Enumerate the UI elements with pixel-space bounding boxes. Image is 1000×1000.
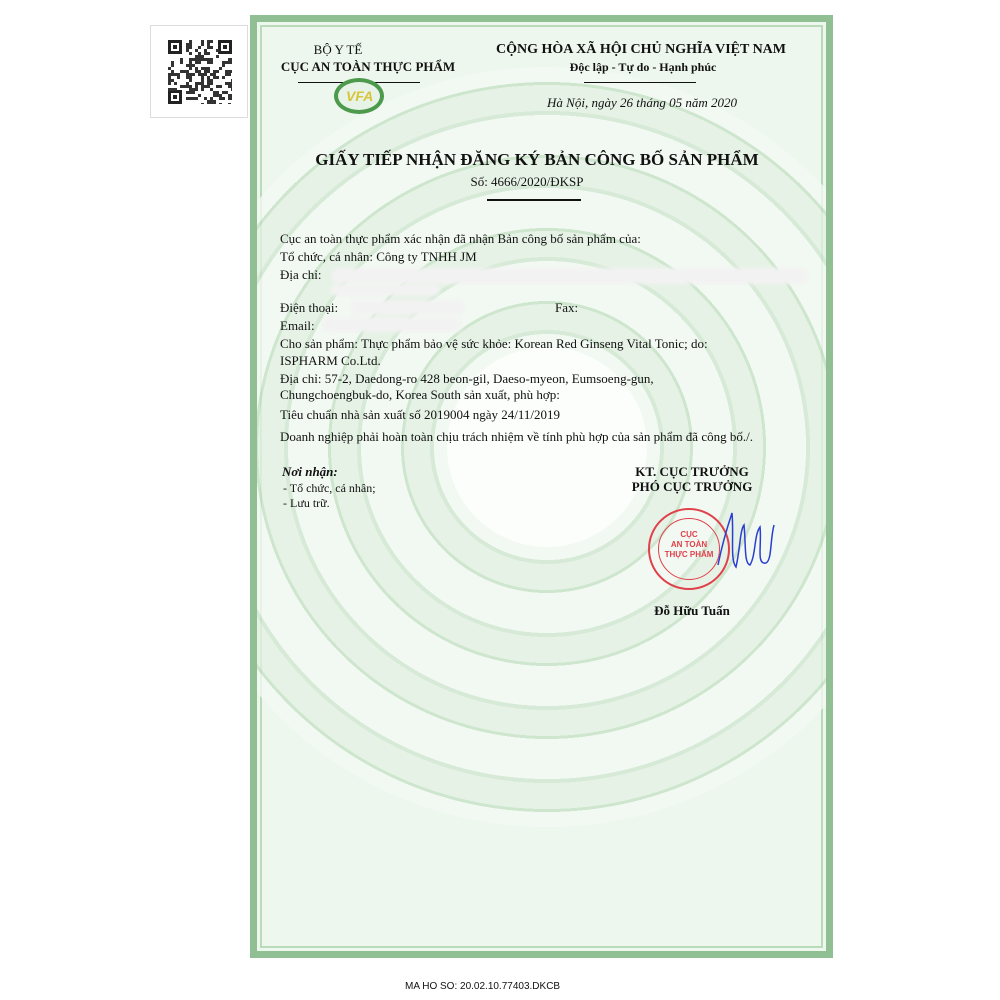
manufacturer-address: Địa chỉ: 57-2, Daedong-ro 428 beon-gil, Daeso-myeon, Eumsoeng-gun, bbox=[280, 371, 654, 386]
manufacturer-address: Chungchoengbuk-do, Korea South sản xuất, phù hợp: bbox=[280, 387, 560, 402]
responsibility: Doanh nghiệp phải hoàn toàn chịu trách nhiệm về tính phù hợp của sản phẩm đã công bố./. bbox=[280, 429, 753, 444]
issue-date: Hà Nội, ngày 26 tháng 05 năm 2020 bbox=[547, 95, 737, 110]
stamp-text: CỤC bbox=[680, 530, 698, 539]
motto: Độc lập - Tự do - Hạnh phúc bbox=[569, 60, 717, 74]
document-number: Số: 4666/2020/ĐKSP bbox=[470, 174, 584, 189]
signer-name: Đỗ Hữu Tuấn bbox=[654, 603, 730, 618]
recipients-label: Nơi nhận: bbox=[282, 464, 338, 479]
qr-code-image bbox=[168, 40, 232, 104]
handwritten-signature bbox=[710, 505, 780, 585]
product: Cho sản phẩm: Thực phẩm bảo vệ sức khỏe: Korean Red Ginseng Vital Tonic; do: bbox=[280, 336, 708, 351]
divider bbox=[487, 199, 581, 201]
redacted-address bbox=[332, 268, 808, 284]
email-label: Email: bbox=[280, 318, 315, 333]
organization: Tổ chức, cá nhân: Công ty TNHH JM bbox=[280, 249, 477, 264]
standard: Tiêu chuẩn nhà sản xuất số 2019004 ngày 24/11/2019 bbox=[280, 407, 560, 422]
redacted-address bbox=[330, 284, 440, 296]
qr-code bbox=[150, 25, 248, 118]
fax-label: Fax: bbox=[555, 300, 579, 315]
intro-text: Cục an toàn thực phẩm xác nhận đã nhận Bản công bố sản phẩm của: bbox=[280, 231, 641, 246]
phone-label: Điện thoại: bbox=[280, 300, 339, 315]
redacted-email bbox=[322, 317, 462, 332]
dossier-code: MA HO SO: 20.02.10.77403.DKCB bbox=[405, 981, 561, 992]
agency-name: CỤC AN TOÀN THỰC PHẨM bbox=[280, 59, 456, 74]
recipient-item: - Tổ chức, cá nhân; bbox=[283, 481, 376, 495]
vfa-logo bbox=[334, 78, 384, 114]
manufacturer: ISPHARM Co.Ltd. bbox=[280, 353, 381, 368]
stamp-text: AN TOÀN bbox=[670, 540, 708, 549]
vfa-logo-text: VFA bbox=[346, 88, 374, 104]
redacted-phone bbox=[350, 300, 465, 315]
ministry-name: BỘ Y TẾ bbox=[313, 42, 363, 57]
signer-title: KT. CỤC TRƯỞNG bbox=[635, 464, 749, 479]
address-label: Địa chỉ: bbox=[280, 267, 322, 282]
divider bbox=[584, 82, 696, 83]
nation-name: CỘNG HÒA XÃ HỘI CHỦ NGHĨA VIỆT NAM bbox=[495, 42, 787, 57]
document-title: GIẤY TIẾP NHẬN ĐĂNG KÝ BẢN CÔNG BỐ SẢN PHẨM bbox=[315, 150, 759, 169]
recipient-item: - Lưu trữ. bbox=[283, 496, 330, 510]
stamp-text: THỰC PHẨM bbox=[664, 550, 714, 559]
signer-title: PHÓ CỤC TRƯỞNG bbox=[631, 479, 753, 494]
